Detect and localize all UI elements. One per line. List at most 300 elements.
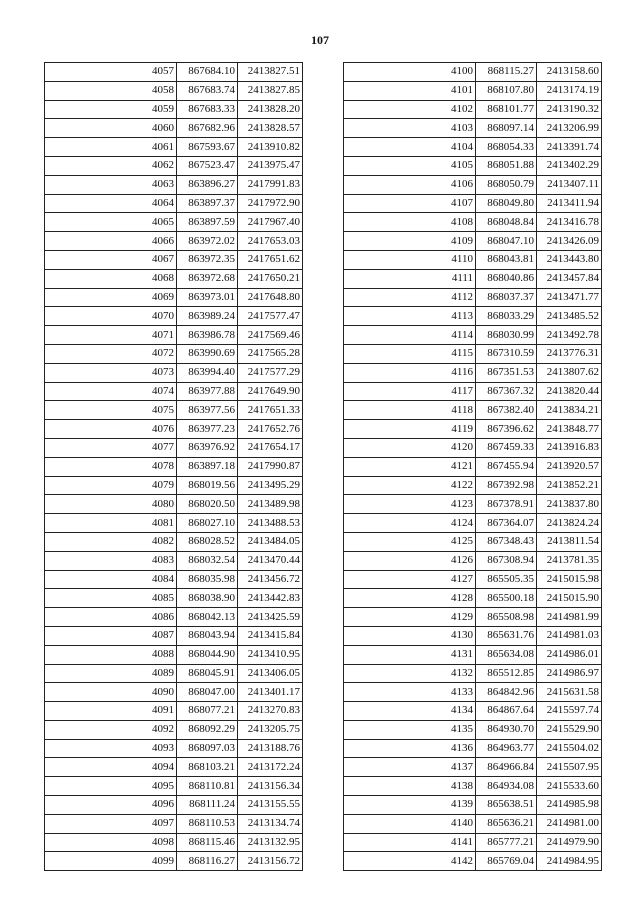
point-id-cell: 4061 xyxy=(45,138,177,157)
table-row xyxy=(344,119,602,138)
x-coordinate-cell: 864930.70 xyxy=(476,720,537,739)
table-row xyxy=(45,626,303,645)
y-coordinate-cell: 2415504.02 xyxy=(537,739,602,758)
x-coordinate-cell: 863973.01 xyxy=(177,288,238,307)
table-row xyxy=(344,702,602,721)
point-id-cell: 4112 xyxy=(344,288,476,307)
table-row xyxy=(45,608,303,627)
y-coordinate-cell: 2413824.24 xyxy=(537,514,602,533)
y-coordinate-cell: 2413401.17 xyxy=(238,683,303,702)
y-coordinate-cell: 2417649.90 xyxy=(238,382,303,401)
x-coordinate-cell: 868110.53 xyxy=(177,814,238,833)
table-row xyxy=(45,232,303,251)
x-coordinate-cell: 867367.32 xyxy=(476,382,537,401)
table-row xyxy=(344,720,602,739)
x-coordinate-cell: 868115.27 xyxy=(476,63,537,82)
y-coordinate-cell: 2413852.21 xyxy=(537,476,602,495)
y-coordinate-cell: 2413174.19 xyxy=(537,81,602,100)
table-row xyxy=(344,514,602,533)
table-row xyxy=(344,645,602,664)
x-coordinate-cell: 868051.88 xyxy=(476,156,537,175)
point-id-cell: 4124 xyxy=(344,514,476,533)
point-id-cell: 4110 xyxy=(344,250,476,269)
y-coordinate-cell: 2417577.29 xyxy=(238,363,303,382)
x-coordinate-cell: 863977.56 xyxy=(177,401,238,420)
point-id-cell: 4070 xyxy=(45,307,177,326)
y-coordinate-cell: 2413920.57 xyxy=(537,457,602,476)
table-row xyxy=(45,777,303,796)
point-id-cell: 4073 xyxy=(45,363,177,382)
table-row xyxy=(344,382,602,401)
y-coordinate-cell: 2413406.05 xyxy=(238,664,303,683)
x-coordinate-cell: 867392.98 xyxy=(476,476,537,495)
point-id-cell: 4103 xyxy=(344,119,476,138)
point-id-cell: 4092 xyxy=(45,720,177,739)
y-coordinate-cell: 2413402.29 xyxy=(537,156,602,175)
table-row xyxy=(45,420,303,439)
table-row xyxy=(45,119,303,138)
table-row xyxy=(344,194,602,213)
table-row xyxy=(344,570,602,589)
y-coordinate-cell: 2414984.95 xyxy=(537,852,602,871)
point-id-cell: 4086 xyxy=(45,608,177,627)
y-coordinate-cell: 2413975.47 xyxy=(238,156,303,175)
y-coordinate-cell: 2415533.60 xyxy=(537,777,602,796)
table-row xyxy=(344,156,602,175)
x-coordinate-cell: 863972.02 xyxy=(177,232,238,251)
y-coordinate-cell: 2417652.76 xyxy=(238,420,303,439)
y-coordinate-cell: 2413910.82 xyxy=(238,138,303,157)
table-row xyxy=(344,438,602,457)
y-coordinate-cell: 2413456.72 xyxy=(238,570,303,589)
x-coordinate-cell: 868115.46 xyxy=(177,833,238,852)
table-row xyxy=(45,852,303,871)
table-row xyxy=(45,213,303,232)
y-coordinate-cell: 2414981.03 xyxy=(537,626,602,645)
table-row xyxy=(344,777,602,796)
y-coordinate-cell: 2413132.95 xyxy=(238,833,303,852)
x-coordinate-cell: 868111.24 xyxy=(177,796,238,815)
x-coordinate-cell: 868054.33 xyxy=(476,138,537,157)
table-row xyxy=(45,81,303,100)
y-coordinate-cell: 2417650.21 xyxy=(238,269,303,288)
y-coordinate-cell: 2414981.99 xyxy=(537,608,602,627)
x-coordinate-cell: 868092.29 xyxy=(177,720,238,739)
point-id-cell: 4076 xyxy=(45,420,177,439)
point-id-cell: 4107 xyxy=(344,194,476,213)
point-id-cell: 4058 xyxy=(45,81,177,100)
x-coordinate-cell: 865500.18 xyxy=(476,589,537,608)
point-id-cell: 4101 xyxy=(344,81,476,100)
y-coordinate-cell: 2413489.98 xyxy=(238,495,303,514)
y-coordinate-cell: 2413411.94 xyxy=(537,194,602,213)
y-coordinate-cell: 2413781.35 xyxy=(537,551,602,570)
table-row xyxy=(45,683,303,702)
x-coordinate-cell: 868028.52 xyxy=(177,532,238,551)
x-coordinate-cell: 868047.10 xyxy=(476,232,537,251)
x-coordinate-cell: 864867.64 xyxy=(476,702,537,721)
y-coordinate-cell: 2414981.00 xyxy=(537,814,602,833)
y-coordinate-cell: 2413156.34 xyxy=(238,777,303,796)
x-coordinate-cell: 868035.98 xyxy=(177,570,238,589)
point-id-cell: 4128 xyxy=(344,589,476,608)
table-row xyxy=(45,758,303,777)
point-id-cell: 4114 xyxy=(344,326,476,345)
point-id-cell: 4129 xyxy=(344,608,476,627)
x-coordinate-cell: 867523.47 xyxy=(177,156,238,175)
y-coordinate-cell: 2417991.83 xyxy=(238,175,303,194)
x-coordinate-cell: 867364.07 xyxy=(476,514,537,533)
y-coordinate-cell: 2413443.80 xyxy=(537,250,602,269)
point-id-cell: 4090 xyxy=(45,683,177,702)
y-coordinate-cell: 2413484.05 xyxy=(238,532,303,551)
x-coordinate-cell: 868107.80 xyxy=(476,81,537,100)
table-row xyxy=(344,81,602,100)
table-row xyxy=(344,608,602,627)
table-row xyxy=(344,100,602,119)
y-coordinate-cell: 2415597.74 xyxy=(537,702,602,721)
y-coordinate-cell: 2414986.97 xyxy=(537,664,602,683)
point-id-cell: 4135 xyxy=(344,720,476,739)
x-coordinate-cell: 868047.00 xyxy=(177,683,238,702)
y-coordinate-cell: 2413410.95 xyxy=(238,645,303,664)
x-coordinate-cell: 865638.51 xyxy=(476,796,537,815)
y-coordinate-cell: 2413827.85 xyxy=(238,81,303,100)
point-id-cell: 4069 xyxy=(45,288,177,307)
point-id-cell: 4134 xyxy=(344,702,476,721)
table-row xyxy=(344,833,602,852)
x-coordinate-cell: 868043.81 xyxy=(476,250,537,269)
point-id-cell: 4122 xyxy=(344,476,476,495)
x-coordinate-cell: 867382.40 xyxy=(476,401,537,420)
y-coordinate-cell: 2414979.90 xyxy=(537,833,602,852)
point-id-cell: 4077 xyxy=(45,438,177,457)
point-id-cell: 4139 xyxy=(344,796,476,815)
point-id-cell: 4105 xyxy=(344,156,476,175)
x-coordinate-cell: 868044.90 xyxy=(177,645,238,664)
y-coordinate-cell: 2413425.59 xyxy=(238,608,303,627)
point-id-cell: 4059 xyxy=(45,100,177,119)
y-coordinate-cell: 2413916.83 xyxy=(537,438,602,457)
x-coordinate-cell: 868027.10 xyxy=(177,514,238,533)
point-id-cell: 4119 xyxy=(344,420,476,439)
x-coordinate-cell: 863977.23 xyxy=(177,420,238,439)
table-row xyxy=(45,664,303,683)
point-id-cell: 4111 xyxy=(344,269,476,288)
y-coordinate-cell: 2413426.09 xyxy=(537,232,602,251)
y-coordinate-cell: 2413172.24 xyxy=(238,758,303,777)
table-row xyxy=(344,532,602,551)
x-coordinate-cell: 865636.21 xyxy=(476,814,537,833)
y-coordinate-cell: 2413205.75 xyxy=(238,720,303,739)
y-coordinate-cell: 2413188.76 xyxy=(238,739,303,758)
x-coordinate-cell: 863976.92 xyxy=(177,438,238,457)
x-coordinate-cell: 868045.91 xyxy=(177,664,238,683)
x-coordinate-cell: 867396.62 xyxy=(476,420,537,439)
table-row xyxy=(344,232,602,251)
table-row xyxy=(45,833,303,852)
point-id-cell: 4116 xyxy=(344,363,476,382)
point-id-cell: 4133 xyxy=(344,683,476,702)
x-coordinate-cell: 868101.77 xyxy=(476,100,537,119)
table-row xyxy=(45,589,303,608)
x-coordinate-cell: 863896.27 xyxy=(177,175,238,194)
table-row xyxy=(344,250,602,269)
y-coordinate-cell: 2417651.33 xyxy=(238,401,303,420)
x-coordinate-cell: 863972.35 xyxy=(177,250,238,269)
x-coordinate-cell: 868032.54 xyxy=(177,551,238,570)
y-coordinate-cell: 2413837.80 xyxy=(537,495,602,514)
table-row xyxy=(45,476,303,495)
y-coordinate-cell: 2413776.31 xyxy=(537,344,602,363)
y-coordinate-cell: 2413270.83 xyxy=(238,702,303,721)
table-row xyxy=(45,344,303,363)
y-coordinate-cell: 2415631.58 xyxy=(537,683,602,702)
table-row xyxy=(344,63,602,82)
x-coordinate-cell: 868048.84 xyxy=(476,213,537,232)
point-id-cell: 4109 xyxy=(344,232,476,251)
table-row xyxy=(45,156,303,175)
table-row xyxy=(45,288,303,307)
point-id-cell: 4132 xyxy=(344,664,476,683)
point-id-cell: 4083 xyxy=(45,551,177,570)
x-coordinate-cell: 867455.94 xyxy=(476,457,537,476)
y-coordinate-cell: 2413820.44 xyxy=(537,382,602,401)
x-coordinate-cell: 867682.96 xyxy=(177,119,238,138)
table-row xyxy=(45,175,303,194)
x-coordinate-cell: 867348.43 xyxy=(476,532,537,551)
y-coordinate-cell: 2413834.21 xyxy=(537,401,602,420)
y-coordinate-cell: 2415507.95 xyxy=(537,758,602,777)
x-coordinate-cell: 863994.40 xyxy=(177,363,238,382)
point-id-cell: 4142 xyxy=(344,852,476,871)
table-row xyxy=(45,570,303,589)
table-row xyxy=(45,250,303,269)
y-coordinate-cell: 2413811.54 xyxy=(537,532,602,551)
table-row xyxy=(45,739,303,758)
x-coordinate-cell: 863990.69 xyxy=(177,344,238,363)
point-id-cell: 4102 xyxy=(344,100,476,119)
y-coordinate-cell: 2417653.03 xyxy=(238,232,303,251)
point-id-cell: 4089 xyxy=(45,664,177,683)
y-coordinate-cell: 2413156.72 xyxy=(238,852,303,871)
point-id-cell: 4082 xyxy=(45,532,177,551)
x-coordinate-cell: 865631.76 xyxy=(476,626,537,645)
x-coordinate-cell: 868050.79 xyxy=(476,175,537,194)
point-id-cell: 4108 xyxy=(344,213,476,232)
table-row xyxy=(344,344,602,363)
y-coordinate-cell: 2414985.98 xyxy=(537,796,602,815)
coordinates-table-right xyxy=(343,62,602,871)
point-id-cell: 4106 xyxy=(344,175,476,194)
point-id-cell: 4113 xyxy=(344,307,476,326)
x-coordinate-cell: 863897.59 xyxy=(177,213,238,232)
table-row xyxy=(344,457,602,476)
x-coordinate-cell: 868043.94 xyxy=(177,626,238,645)
point-id-cell: 4094 xyxy=(45,758,177,777)
y-coordinate-cell: 2413471.77 xyxy=(537,288,602,307)
y-coordinate-cell: 2417565.28 xyxy=(238,344,303,363)
point-id-cell: 4078 xyxy=(45,457,177,476)
point-id-cell: 4062 xyxy=(45,156,177,175)
point-id-cell: 4123 xyxy=(344,495,476,514)
x-coordinate-cell: 868077.21 xyxy=(177,702,238,721)
y-coordinate-cell: 2413155.55 xyxy=(238,796,303,815)
point-id-cell: 4072 xyxy=(45,344,177,363)
table-row xyxy=(344,814,602,833)
point-id-cell: 4138 xyxy=(344,777,476,796)
table-row xyxy=(45,100,303,119)
y-coordinate-cell: 2413442.83 xyxy=(238,589,303,608)
y-coordinate-cell: 2413495.29 xyxy=(238,476,303,495)
x-coordinate-cell: 867684.10 xyxy=(177,63,238,82)
point-id-cell: 4071 xyxy=(45,326,177,345)
table-row xyxy=(45,457,303,476)
table-row xyxy=(45,438,303,457)
table-row xyxy=(344,269,602,288)
y-coordinate-cell: 2413407.11 xyxy=(537,175,602,194)
point-id-cell: 4127 xyxy=(344,570,476,589)
x-coordinate-cell: 868103.21 xyxy=(177,758,238,777)
point-id-cell: 4091 xyxy=(45,702,177,721)
x-coordinate-cell: 868097.03 xyxy=(177,739,238,758)
y-coordinate-cell: 2417972.90 xyxy=(238,194,303,213)
table-row xyxy=(45,645,303,664)
point-id-cell: 4074 xyxy=(45,382,177,401)
point-id-cell: 4118 xyxy=(344,401,476,420)
y-coordinate-cell: 2414986.01 xyxy=(537,645,602,664)
point-id-cell: 4066 xyxy=(45,232,177,251)
x-coordinate-cell: 868020.50 xyxy=(177,495,238,514)
y-coordinate-cell: 2413158.60 xyxy=(537,63,602,82)
x-coordinate-cell: 863972.68 xyxy=(177,269,238,288)
x-coordinate-cell: 867459.33 xyxy=(476,438,537,457)
table-row xyxy=(45,796,303,815)
y-coordinate-cell: 2415015.98 xyxy=(537,570,602,589)
table-row xyxy=(344,420,602,439)
y-coordinate-cell: 2413485.52 xyxy=(537,307,602,326)
table-row xyxy=(45,514,303,533)
table-row xyxy=(45,363,303,382)
page-number: 107 xyxy=(311,33,329,47)
point-id-cell: 4130 xyxy=(344,626,476,645)
table-row xyxy=(45,63,303,82)
point-id-cell: 4057 xyxy=(45,63,177,82)
table-row xyxy=(344,551,602,570)
table-row xyxy=(344,476,602,495)
x-coordinate-cell: 863897.37 xyxy=(177,194,238,213)
y-coordinate-cell: 2413848.77 xyxy=(537,420,602,439)
y-coordinate-cell: 2413492.78 xyxy=(537,326,602,345)
table-row xyxy=(344,683,602,702)
y-coordinate-cell: 2413488.53 xyxy=(238,514,303,533)
point-id-cell: 4063 xyxy=(45,175,177,194)
table-row xyxy=(344,326,602,345)
point-id-cell: 4081 xyxy=(45,514,177,533)
x-coordinate-cell: 863986.78 xyxy=(177,326,238,345)
x-coordinate-cell: 868038.90 xyxy=(177,589,238,608)
x-coordinate-cell: 868097.14 xyxy=(476,119,537,138)
y-coordinate-cell: 2413391.74 xyxy=(537,138,602,157)
y-coordinate-cell: 2417648.80 xyxy=(238,288,303,307)
x-coordinate-cell: 865777.21 xyxy=(476,833,537,852)
table-row xyxy=(344,495,602,514)
x-coordinate-cell: 867351.53 xyxy=(476,363,537,382)
table-row xyxy=(344,796,602,815)
y-coordinate-cell: 2413416.78 xyxy=(537,213,602,232)
x-coordinate-cell: 867378.91 xyxy=(476,495,537,514)
table-row xyxy=(344,363,602,382)
table-row xyxy=(45,194,303,213)
x-coordinate-cell: 868033.29 xyxy=(476,307,537,326)
point-id-cell: 4084 xyxy=(45,570,177,589)
x-coordinate-cell: 867683.74 xyxy=(177,81,238,100)
point-id-cell: 4100 xyxy=(344,63,476,82)
y-coordinate-cell: 2417577.47 xyxy=(238,307,303,326)
y-coordinate-cell: 2413470.44 xyxy=(238,551,303,570)
table-row xyxy=(344,138,602,157)
table-row xyxy=(45,269,303,288)
point-id-cell: 4126 xyxy=(344,551,476,570)
x-coordinate-cell: 868030.99 xyxy=(476,326,537,345)
point-id-cell: 4121 xyxy=(344,457,476,476)
point-id-cell: 4093 xyxy=(45,739,177,758)
x-coordinate-cell: 865634.08 xyxy=(476,645,537,664)
point-id-cell: 4141 xyxy=(344,833,476,852)
table-row xyxy=(45,551,303,570)
point-id-cell: 4137 xyxy=(344,758,476,777)
point-id-cell: 4117 xyxy=(344,382,476,401)
table-row xyxy=(45,495,303,514)
y-coordinate-cell: 2415015.90 xyxy=(537,589,602,608)
x-coordinate-cell: 867593.67 xyxy=(177,138,238,157)
x-coordinate-cell: 867308.94 xyxy=(476,551,537,570)
y-coordinate-cell: 2413457.84 xyxy=(537,269,602,288)
table-row xyxy=(344,175,602,194)
x-coordinate-cell: 865508.98 xyxy=(476,608,537,627)
table-row xyxy=(344,664,602,683)
point-id-cell: 4120 xyxy=(344,438,476,457)
point-id-cell: 4099 xyxy=(45,852,177,871)
point-id-cell: 4068 xyxy=(45,269,177,288)
y-coordinate-cell: 2413828.20 xyxy=(238,100,303,119)
point-id-cell: 4075 xyxy=(45,401,177,420)
point-id-cell: 4065 xyxy=(45,213,177,232)
table-row xyxy=(45,382,303,401)
point-id-cell: 4095 xyxy=(45,777,177,796)
x-coordinate-cell: 868116.27 xyxy=(177,852,238,871)
table-row xyxy=(344,589,602,608)
point-id-cell: 4088 xyxy=(45,645,177,664)
table-row xyxy=(45,307,303,326)
y-coordinate-cell: 2413206.99 xyxy=(537,119,602,138)
point-id-cell: 4060 xyxy=(45,119,177,138)
table-row xyxy=(344,758,602,777)
table-row xyxy=(344,213,602,232)
point-id-cell: 4140 xyxy=(344,814,476,833)
x-coordinate-cell: 864934.08 xyxy=(476,777,537,796)
coordinates-table-left xyxy=(44,62,303,871)
point-id-cell: 4096 xyxy=(45,796,177,815)
point-id-cell: 4085 xyxy=(45,589,177,608)
y-coordinate-cell: 2417990.87 xyxy=(238,457,303,476)
y-coordinate-cell: 2413415.84 xyxy=(238,626,303,645)
point-id-cell: 4080 xyxy=(45,495,177,514)
x-coordinate-cell: 865512.85 xyxy=(476,664,537,683)
y-coordinate-cell: 2413828.57 xyxy=(238,119,303,138)
x-coordinate-cell: 868037.37 xyxy=(476,288,537,307)
point-id-cell: 4097 xyxy=(45,814,177,833)
